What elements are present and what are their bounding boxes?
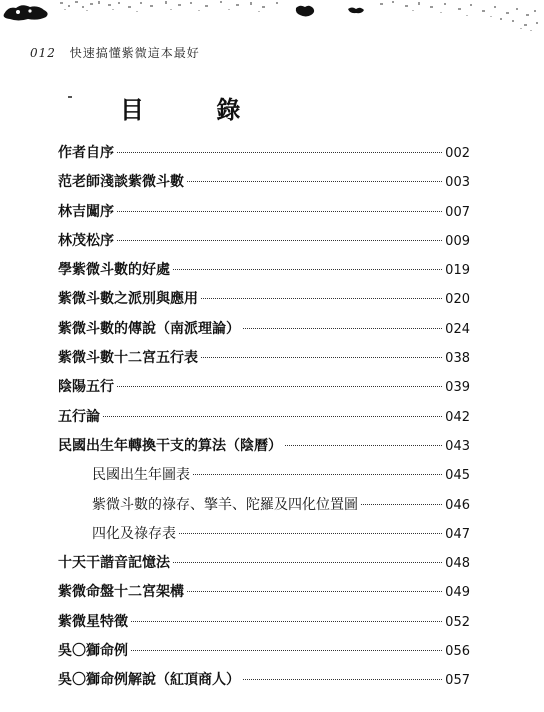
toc-page-number: 047 bbox=[445, 526, 470, 542]
toc-page-number: 039 bbox=[445, 380, 470, 396]
toc-entry-text: 紫微星特徵 bbox=[58, 613, 128, 630]
dot-leader bbox=[361, 504, 442, 505]
toc-subentry bbox=[58, 520, 470, 549]
toc-subentry bbox=[58, 461, 470, 490]
toc-page-number: 043 bbox=[445, 438, 470, 454]
running-header bbox=[30, 44, 200, 61]
toc-entry bbox=[58, 578, 470, 607]
dot-leader bbox=[131, 621, 442, 622]
toc-entry-text: 紫微斗數的傳說（南派理論） bbox=[58, 320, 240, 337]
dot-leader bbox=[243, 679, 442, 680]
toc-entry bbox=[58, 608, 470, 637]
toc-page-number: 046 bbox=[445, 497, 470, 513]
toc-entry bbox=[58, 373, 470, 402]
toc-entry bbox=[58, 432, 470, 461]
toc-page-number: 020 bbox=[445, 292, 470, 308]
toc-entry-text: 紫微斗數之派別與應用 bbox=[58, 291, 198, 308]
toc-entry-text: 吳〇獅命例 bbox=[58, 643, 128, 660]
toc-page-number: 007 bbox=[445, 204, 470, 220]
dot-leader bbox=[201, 298, 442, 299]
toc-entry bbox=[58, 666, 470, 695]
toc-entry bbox=[58, 637, 470, 666]
toc-page-number: 019 bbox=[445, 263, 470, 279]
toc-entry-text: 紫微命盤十二宮架構 bbox=[58, 584, 184, 601]
decorative-header-band bbox=[0, 0, 544, 40]
toc-subentry bbox=[58, 491, 470, 520]
dot-leader bbox=[243, 328, 442, 329]
toc-page-number: 002 bbox=[445, 146, 470, 161]
toc-entry bbox=[58, 285, 470, 314]
toc-entry bbox=[58, 549, 470, 578]
dot-leader bbox=[173, 269, 442, 270]
toc-entry-text: 民國出生年圖表 bbox=[92, 467, 190, 484]
toc-page-number: 003 bbox=[445, 175, 470, 191]
toc-page-number: 049 bbox=[445, 585, 470, 601]
toc-entry-text: 民國出生年轉換干支的算法（陰曆） bbox=[58, 437, 282, 454]
toc-page-number: 056 bbox=[445, 644, 470, 660]
dot-leader bbox=[117, 240, 442, 241]
toc-entry bbox=[58, 344, 470, 373]
dot-leader bbox=[173, 562, 442, 563]
toc-entry bbox=[58, 198, 470, 227]
toc-entry-text: 范老師淺談紫微斗數 bbox=[58, 174, 184, 191]
dot-leader bbox=[117, 152, 442, 153]
page-number: 012 bbox=[30, 46, 56, 60]
toc-page-number: 009 bbox=[445, 233, 470, 249]
table-of-contents bbox=[58, 139, 470, 696]
toc-entry-text: 吳〇獅命例解說（紅頂商人） bbox=[58, 672, 240, 689]
dot-leader bbox=[117, 386, 442, 387]
toc-entry bbox=[58, 256, 470, 285]
toc-entry bbox=[58, 168, 470, 197]
toc-page-number: 048 bbox=[445, 556, 470, 572]
dot-leader bbox=[187, 591, 442, 592]
toc-entry bbox=[58, 227, 470, 256]
toc-entry-text: 學紫微斗數的好處 bbox=[58, 262, 170, 279]
toc-page-number: 024 bbox=[445, 321, 470, 337]
dot-leader bbox=[201, 357, 442, 358]
toc-entry-text: 林吉闖序 bbox=[58, 203, 114, 220]
toc-title: 目 錄 bbox=[120, 96, 273, 124]
dot-leader bbox=[131, 650, 442, 651]
dot-leader bbox=[193, 474, 442, 475]
print-speck bbox=[68, 96, 72, 98]
toc-entry-text: 林茂松序 bbox=[58, 232, 114, 249]
toc-page-number: 042 bbox=[445, 409, 470, 425]
toc-entry-text: 作者自序 bbox=[58, 145, 114, 161]
toc-page-number: 038 bbox=[445, 351, 470, 367]
toc-entry-text: 五行論 bbox=[58, 408, 100, 425]
dot-leader bbox=[179, 533, 442, 534]
dot-leader bbox=[187, 181, 442, 182]
decorative-texture bbox=[0, 0, 544, 40]
toc-entry-text: 紫微斗數十二宮五行表 bbox=[58, 350, 198, 367]
toc-page-number: 052 bbox=[445, 614, 470, 630]
toc-entry-text: 四化及祿存表 bbox=[92, 525, 176, 542]
dot-leader bbox=[117, 211, 442, 212]
toc-entry bbox=[58, 139, 470, 168]
toc-entry-text: 十天干諧音記憶法 bbox=[58, 555, 170, 572]
dot-leader bbox=[285, 445, 442, 446]
book-title: 快速搞懂紫微這本最好 bbox=[69, 46, 200, 60]
toc-page-number: 057 bbox=[445, 673, 470, 689]
dot-leader bbox=[103, 416, 442, 417]
toc-entry-text: 陰陽五行 bbox=[58, 379, 114, 396]
toc-page-number: 045 bbox=[445, 468, 470, 484]
toc-entry bbox=[58, 403, 470, 432]
toc-entry bbox=[58, 315, 470, 344]
toc-entry-text: 紫微斗數的祿存、擎羊、陀羅及四化位置圖 bbox=[92, 496, 358, 513]
